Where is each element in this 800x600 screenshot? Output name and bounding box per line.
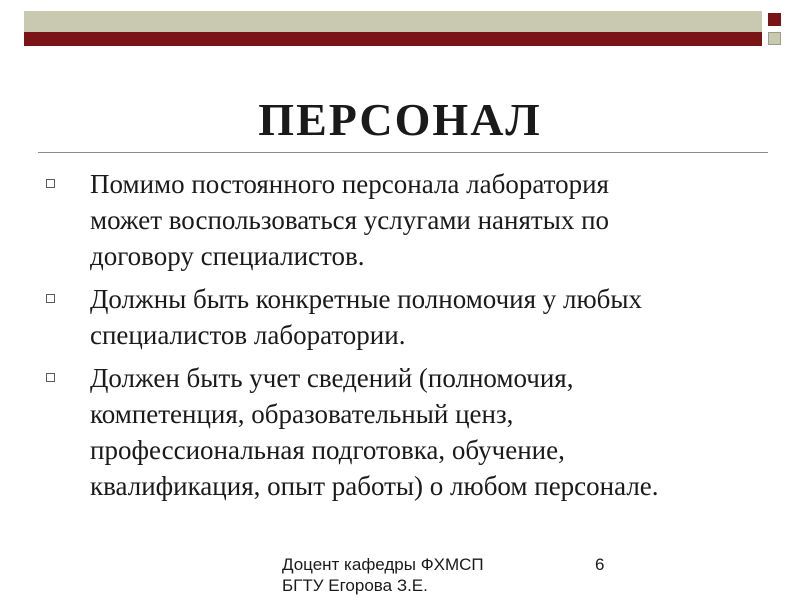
slide-title: ПЕРСОНАЛ: [258, 94, 542, 145]
bullet-item-3: [40, 360, 760, 504]
bullet-line: специалистов лаборатории.: [90, 320, 406, 350]
corner-square-dark-icon: [768, 13, 781, 26]
bullet-line: квалификация, опыт работы) о любом персонале.: [90, 471, 659, 501]
bullet-line: договору специалистов.: [90, 241, 365, 271]
bullet-line: компетенция, образовательный ценз,: [90, 399, 514, 429]
corner-square-light-icon: [768, 32, 781, 45]
title-divider: [38, 152, 768, 153]
hollow-square-icon: [46, 179, 55, 188]
bullet-line: Должен быть учет сведений (полномочия,: [90, 363, 574, 393]
header-band-dark: [24, 32, 762, 46]
bullet-item-1: [40, 166, 760, 274]
bullet-line: Помимо постоянного персонала лаборатория: [90, 169, 609, 199]
bullet-item-2: [40, 281, 760, 353]
bullet-line: может воспользоваться услугами нанятых по: [90, 205, 610, 235]
page-number: 6: [595, 555, 605, 574]
footer-author-line: Доцент кафедры ФХМСП: [282, 555, 484, 574]
hollow-square-icon: [46, 294, 55, 303]
bullet-list: [40, 166, 760, 511]
bullet-line: Должны быть конкретные полномочия у любых: [90, 284, 643, 314]
footer-author: [282, 554, 484, 596]
hollow-square-icon: [46, 373, 55, 382]
footer-author-line: БГТУ Егорова З.Е.: [282, 576, 428, 595]
header-band-light: [24, 11, 762, 32]
bullet-line: профессиональная подготовка, обучение,: [90, 435, 565, 465]
